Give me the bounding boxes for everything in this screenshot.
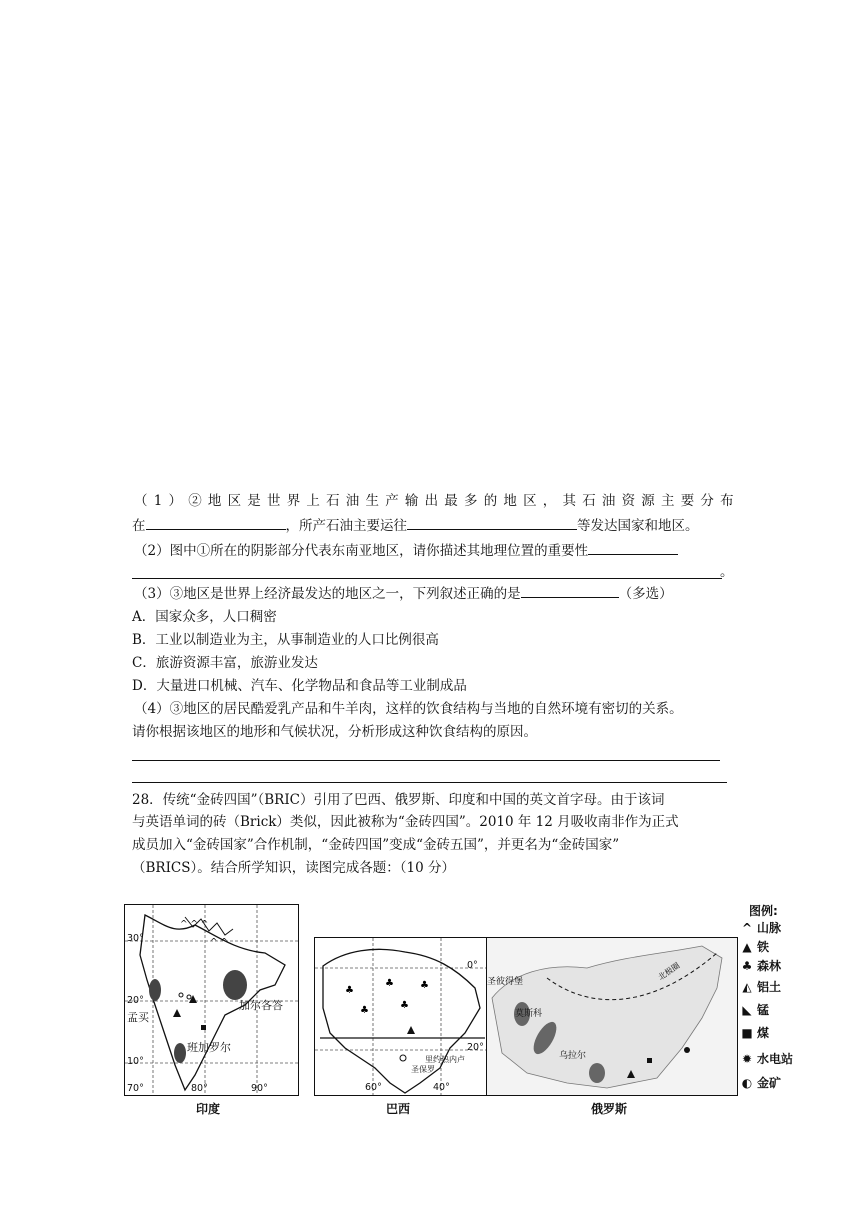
q1-answer-blank-2[interactable]: [407, 515, 577, 530]
india-lat-30: 30°: [127, 933, 144, 944]
legend-label: 铝土: [757, 980, 782, 994]
mountain-icon: ^: [741, 920, 753, 935]
q3-multi-select-note: （多选）: [618, 586, 673, 602]
india-lon-70: 70°: [127, 1083, 144, 1094]
city-mumbai: 孟买: [127, 1011, 149, 1024]
svg-text:♣: ♣: [345, 985, 354, 996]
legend-hydropower: [740, 1050, 793, 1067]
q2-end-mark: 。: [720, 564, 734, 580]
q1-text-a: 在: [132, 518, 146, 534]
q4-answer-line-2[interactable]: [132, 782, 727, 783]
brazil-lat-0: 0°: [467, 960, 478, 971]
svg-text:♣: ♣: [400, 1000, 409, 1011]
brazil-map: [314, 937, 488, 1096]
brazil-lat-20: 20°: [467, 1042, 484, 1053]
legend-label: 水电站: [757, 1052, 794, 1066]
india-lat-10: 10°: [127, 1056, 144, 1067]
q3-option-b: B．工业以制造业为主，从事制造业的人口比例很高: [132, 632, 439, 648]
q1-text-b: ，所产石油主要运往: [285, 518, 407, 534]
q3-option-d: D．大量进口机械、汽车、化学物品和食品等工业制成品: [132, 678, 467, 694]
brazil-lon-60: 60°: [365, 1082, 382, 1093]
legend-mountain: [740, 919, 781, 936]
svg-text:♣: ♣: [360, 1005, 369, 1016]
city-st-petersburg: 圣彼得堡: [487, 977, 524, 987]
legend-label: 锰: [757, 1003, 770, 1017]
india-lon-90: 90°: [251, 1083, 268, 1094]
legend-label: 森林: [757, 959, 782, 973]
q3-stem: [134, 583, 673, 604]
q28-line3: 成员加入“金砖国家”合作机制，“金砖四国”变成“金砖五国”，并更名为“金砖国家”: [132, 837, 620, 853]
russia-map: [486, 937, 738, 1096]
q4-line2: 请你根据该地区的地形和气候状况，分析形成这种饮食结构的原因。: [132, 724, 537, 740]
q28-line1: 28．传统“金砖四国”（BRIC）引用了巴西、俄罗斯、印度和中国的英文首字母。由于该词: [132, 792, 665, 808]
legend-gold: [740, 1074, 781, 1091]
bauxite-icon: ◭: [742, 979, 752, 994]
legend-manganese: [740, 1001, 769, 1018]
brazil-map-drawing: [315, 938, 487, 1095]
legend-label: 煤: [757, 1026, 770, 1040]
svg-text:^ ^: ^ ^: [210, 938, 228, 948]
q4-answer-line-1[interactable]: [132, 760, 720, 761]
q3-stem-text: （3）③地区是世界上经济最发达的地区之一，下列叙述正确的是: [134, 586, 521, 602]
legend-label: 金矿: [757, 1076, 782, 1090]
arctic-circle-label: 北极圈: [656, 960, 682, 983]
hydropower-icon: ✹: [741, 1051, 753, 1066]
legend-forest: [740, 957, 781, 974]
brazil-lon-40: 40°: [433, 1082, 450, 1093]
q1-line1: （1）②地区是世界上石油生产输出最多的地区，其石油资源主要分布: [134, 493, 740, 509]
region-ural: 乌拉尔: [559, 1051, 587, 1061]
q1-line2: [132, 515, 699, 536]
iron-icon: ▲: [742, 939, 752, 954]
svg-text:^ ^ ^: ^ ^ ^: [180, 920, 209, 930]
russia-map-label: 俄罗斯: [591, 1102, 628, 1116]
brazil-map-label: 巴西: [386, 1102, 411, 1116]
india-lat-20: 20°: [127, 995, 144, 1006]
legend-label: 山脉: [757, 921, 782, 935]
city-sao-paulo: 圣保罗: [411, 1065, 435, 1074]
q3-option-c: C．旅游资源丰富，旅游业发达: [132, 655, 318, 671]
q28-line2: 与英语单词的砖（Brick）类似，因此被称为“金砖四国”。2010 年 12 月吸收南非作为正式: [132, 814, 679, 830]
forest-icon: ♣: [741, 958, 753, 973]
india-lon-80: 80°: [191, 1083, 208, 1094]
q4-line1: （4）③地区的居民酷爱乳产品和牛羊肉，这样的饮食结构与当地的自然环境有密切的关系。: [134, 701, 683, 717]
coal-icon: ■: [741, 1025, 753, 1040]
legend-bauxite: [740, 978, 781, 995]
svg-text:♣: ♣: [420, 980, 429, 991]
manganese-icon: ◣: [742, 1002, 752, 1017]
q1-answer-blank-1[interactable]: [146, 515, 286, 530]
q28-line4: （BRICS）。结合所学知识，读图完成各题：（10 分）: [132, 860, 455, 876]
q3-option-a: A．国家众多，人口稠密: [132, 609, 277, 625]
city-rio: 里约热内卢: [425, 1055, 465, 1064]
legend-coal: [740, 1024, 769, 1041]
q2-stem: （2）图中①所在的阴影部分代表东南亚地区，请你描述其地理位置的重要性: [134, 543, 589, 559]
india-map: [124, 904, 299, 1096]
legend-iron: [740, 938, 769, 955]
q2-line1: [134, 540, 678, 561]
q1-text-c: 等发达国家和地区。: [577, 518, 699, 534]
city-bangalore: 班加罗尔: [187, 1041, 231, 1054]
q2-answer-blank-1[interactable]: [588, 540, 678, 555]
svg-text:♣: ♣: [385, 978, 394, 989]
city-kolkata: 加尔各答: [239, 999, 283, 1012]
gold-icon: ◐: [741, 1075, 753, 1090]
legend-title: 图例:: [749, 904, 778, 918]
city-moscow: 莫斯科: [515, 1009, 543, 1019]
q2-answer-line[interactable]: [132, 578, 722, 579]
legend-label: 铁: [757, 940, 770, 954]
q3-answer-blank[interactable]: [521, 583, 619, 598]
india-map-label: 印度: [196, 1102, 221, 1116]
